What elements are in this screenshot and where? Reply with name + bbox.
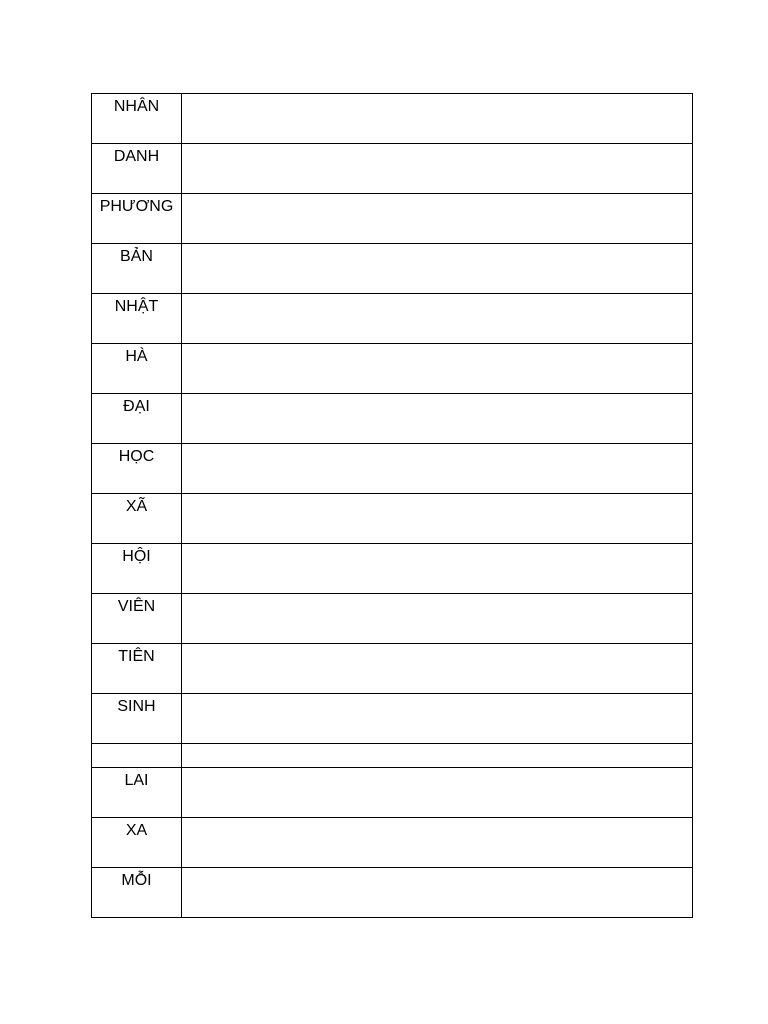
- table-row: [92, 394, 693, 444]
- definition-cell: [182, 644, 693, 694]
- han-viet-reading: XA: [125, 822, 148, 839]
- term-cell: [92, 444, 182, 494]
- definition-cell: [182, 694, 693, 744]
- han-viet-reading: PHƯƠNG: [99, 198, 174, 215]
- term-cell: [92, 94, 182, 144]
- table-row: [92, 94, 693, 144]
- han-viet-reading: HỌC: [118, 448, 155, 465]
- han-viet-reading: TIÊN: [118, 648, 155, 665]
- term-cell: [92, 818, 182, 868]
- han-viet-reading: NHÂN: [113, 98, 160, 115]
- definition-cell: [182, 344, 693, 394]
- han-viet-reading: ĐẠI: [123, 398, 150, 415]
- han-viet-reading: NHẬT: [114, 298, 159, 315]
- term-cell: [92, 768, 182, 818]
- definition-cell: [182, 244, 693, 294]
- term-cell: [92, 744, 182, 768]
- term-cell: [92, 344, 182, 394]
- term-cell: [92, 294, 182, 344]
- definition-cell: [182, 868, 693, 918]
- definition-cell: [182, 144, 693, 194]
- term-cell: [92, 394, 182, 444]
- term-cell: [92, 144, 182, 194]
- vocabulary-table-body: [92, 94, 693, 918]
- definition-cell: [182, 744, 693, 768]
- term-cell: [92, 244, 182, 294]
- han-viet-reading: VIÊN: [117, 598, 156, 615]
- table-row: [92, 644, 693, 694]
- term-cell: [92, 194, 182, 244]
- table-row: [92, 194, 693, 244]
- table-row: [92, 818, 693, 868]
- definition-cell: [182, 544, 693, 594]
- vocabulary-table: [91, 93, 693, 918]
- definition-cell: [182, 294, 693, 344]
- table-row: [92, 494, 693, 544]
- table-row: [92, 694, 693, 744]
- table-row: [92, 294, 693, 344]
- han-viet-reading: XÃ: [125, 498, 148, 515]
- term-cell: [92, 544, 182, 594]
- term-cell: [92, 494, 182, 544]
- han-viet-reading: DANH: [113, 148, 160, 165]
- han-viet-reading: MỖI: [121, 872, 152, 889]
- definition-cell: [182, 768, 693, 818]
- table-row: [92, 594, 693, 644]
- table-row: [92, 868, 693, 918]
- han-viet-reading: HỘI: [122, 548, 151, 565]
- definition-cell: [182, 594, 693, 644]
- term-cell: [92, 644, 182, 694]
- definition-cell: [182, 444, 693, 494]
- table-row: [92, 744, 693, 768]
- term-cell: [92, 868, 182, 918]
- term-cell: [92, 694, 182, 744]
- definition-cell: [182, 818, 693, 868]
- han-viet-reading: HÀ: [125, 348, 148, 365]
- definition-cell: [182, 394, 693, 444]
- table-row: [92, 444, 693, 494]
- definition-cell: [182, 194, 693, 244]
- han-viet-reading: SINH: [117, 698, 156, 715]
- term-cell: [92, 594, 182, 644]
- table-row: [92, 344, 693, 394]
- han-viet-reading: BẢN: [120, 248, 153, 265]
- han-viet-reading: LAI: [124, 772, 149, 789]
- definition-cell: [182, 94, 693, 144]
- table-row: [92, 544, 693, 594]
- table-row: [92, 768, 693, 818]
- table-row: [92, 144, 693, 194]
- definition-cell: [182, 494, 693, 544]
- table-row: [92, 244, 693, 294]
